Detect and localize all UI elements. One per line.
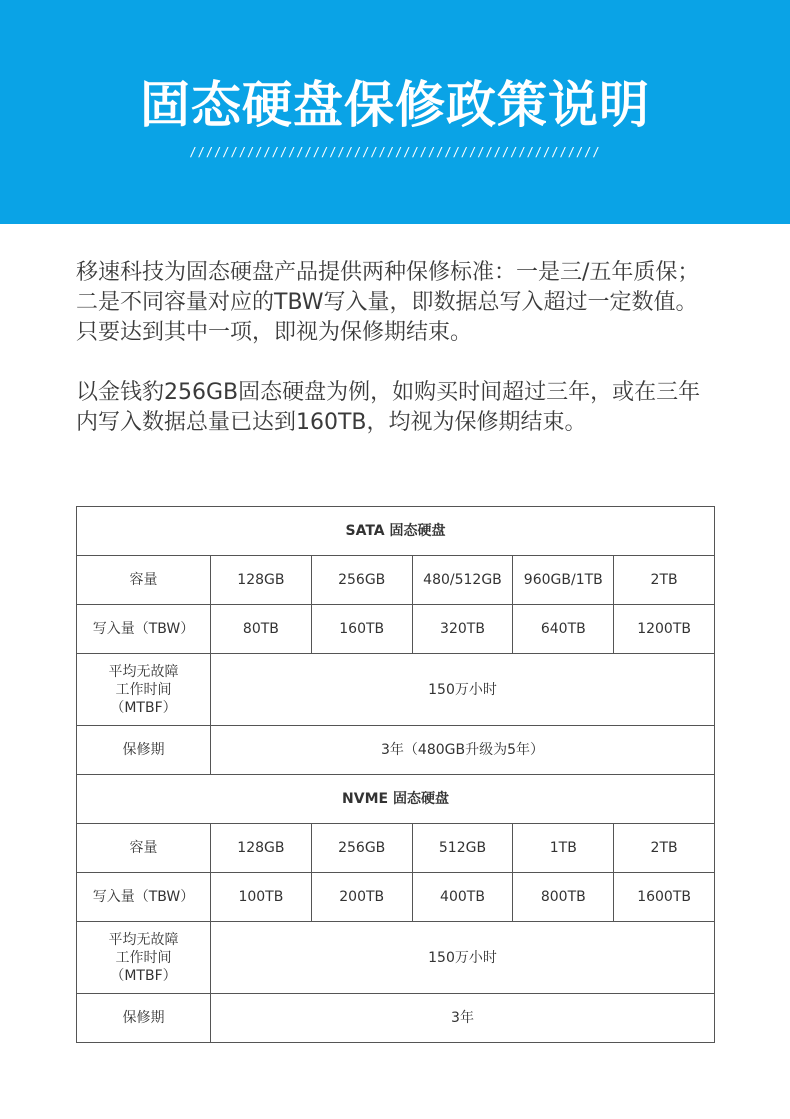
table-cell: 256GB [311,824,412,873]
nvme-warranty-row [77,994,715,1043]
table-cell: 150万小时 [211,654,715,726]
table-cell: 960GB/1TB [513,556,614,605]
row-label: 写入量（TBW） [77,605,211,654]
sata-section-title: SATA 固态硬盘 [77,507,715,556]
sata-warranty-row [77,726,715,775]
intro-paragraph-2: 以金钱豹256GB固态硬盘为例，如购买时间超过三年，或在三年内写入数据总量已达到160TB，均视为保修期结束。 [76,380,701,435]
table-cell: 1TB [513,824,614,873]
nvme-section-title: NVME 固态硬盘 [77,775,715,824]
table-cell: 480/512GB [412,556,513,605]
row-label: 容量 [77,824,211,873]
table-cell: 1200TB [614,605,715,654]
table-cell: 200TB [311,873,412,922]
header-banner [0,0,790,224]
nvme-tbw-row [77,873,715,922]
row-label: 写入量（TBW） [77,873,211,922]
table-cell: 256GB [311,556,412,605]
table-cell: 400TB [412,873,513,922]
table-cell: 640TB [513,605,614,654]
row-label: 平均无故障 工作时间 （MTBF） [77,922,211,994]
table-cell: 320TB [412,605,513,654]
table-cell: 800TB [513,873,614,922]
sata-tbw-row [77,605,715,654]
sata-capacity-row [77,556,715,605]
table-cell: 150万小时 [211,922,715,994]
warranty-table [76,506,715,1043]
table-cell: 128GB [211,824,312,873]
table-cell: 2TB [614,824,715,873]
table-cell: 3年 [211,994,715,1043]
table-cell: 160TB [311,605,412,654]
table-cell: 1600TB [614,873,715,922]
intro-paragraph-1: 移速科技为固态硬盘产品提供两种保修标准：一是三/五年质保；二是不同容量对应的TBW写入量，即数据总写入超过一定数值。只要达到其中一项，即视为保修期结束。 [76,260,700,345]
table-cell: 128GB [211,556,312,605]
table-cell: 3年（480GB升级为5年） [211,726,715,775]
row-label: 保修期 [77,994,211,1043]
sata-mtbf-row [77,654,715,726]
intro-text [76,258,716,438]
table-cell: 2TB [614,556,715,605]
title-decoration: ////////////////////////////////////////////////// [189,145,601,159]
nvme-section-row [77,775,715,824]
sata-section-row [77,507,715,556]
table-cell: 80TB [211,605,312,654]
row-label: 平均无故障 工作时间 （MTBF） [77,654,211,726]
row-label: 保修期 [77,726,211,775]
table-cell: 100TB [211,873,312,922]
nvme-capacity-row [77,824,715,873]
row-label: 容量 [77,556,211,605]
table-cell: 512GB [412,824,513,873]
nvme-mtbf-row [77,922,715,994]
page-title: 固态硬盘保修政策说明 [140,76,650,134]
